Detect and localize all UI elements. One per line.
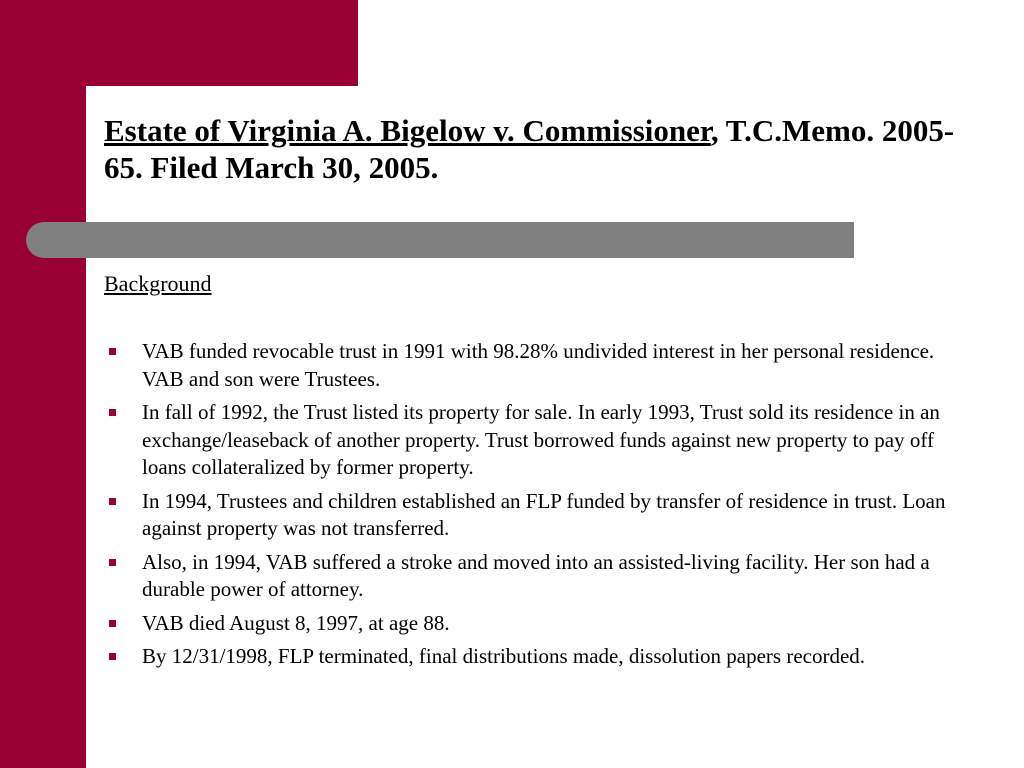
bullet-text: Also, in 1994, VAB suffered a stroke and moved into an assisted-living facility. Her son had a durable power of attorney.: [142, 549, 930, 601]
case-citation: , T.C.Memo. 2005-65. Filed March 30, 2005.: [104, 113, 955, 185]
bullet-item: [104, 488, 964, 543]
square-bullet-icon: [109, 348, 116, 355]
bullet-item: [104, 399, 964, 482]
square-bullet-icon: [109, 498, 116, 505]
accent-band-top: [0, 0, 358, 86]
bullet-item: [104, 338, 964, 393]
square-bullet-icon: [109, 620, 116, 627]
square-bullet-icon: [109, 653, 116, 660]
bullet-text: VAB died August 8, 1997, at age 88.: [142, 610, 450, 635]
bullet-list: [104, 338, 964, 677]
bullet-item: [104, 610, 964, 638]
square-bullet-icon: [109, 559, 116, 566]
bullet-text: In fall of 1992, the Trust listed its property for sale. In early 1993, Trust sold its residence in an exchange/leaseback of another property. Trust borrowed funds against new property to pay off loans collateralized by former property.: [142, 400, 940, 479]
accent-band-left: [0, 0, 86, 768]
bullet-text: In 1994, Trustees and children established an FLP funded by transfer of residence in trust. Loan against property was not transferred.: [142, 488, 946, 540]
case-name: Estate of Virginia A. Bigelow v. Commissioner: [104, 113, 711, 148]
section-heading: Background: [104, 271, 212, 296]
square-bullet-icon: [109, 409, 116, 416]
slide-title: [104, 112, 984, 186]
title-divider: [26, 222, 854, 258]
bullet-item: [104, 549, 964, 604]
bullet-text: By 12/31/1998, FLP terminated, final distributions made, dissolution papers recorded.: [142, 644, 866, 668]
bullet-item: [104, 643, 964, 671]
bullet-text: VAB funded revocable trust in 1991 with 98.28% undivided interest in her personal residence. VAB and son were Trustees.: [142, 339, 935, 391]
